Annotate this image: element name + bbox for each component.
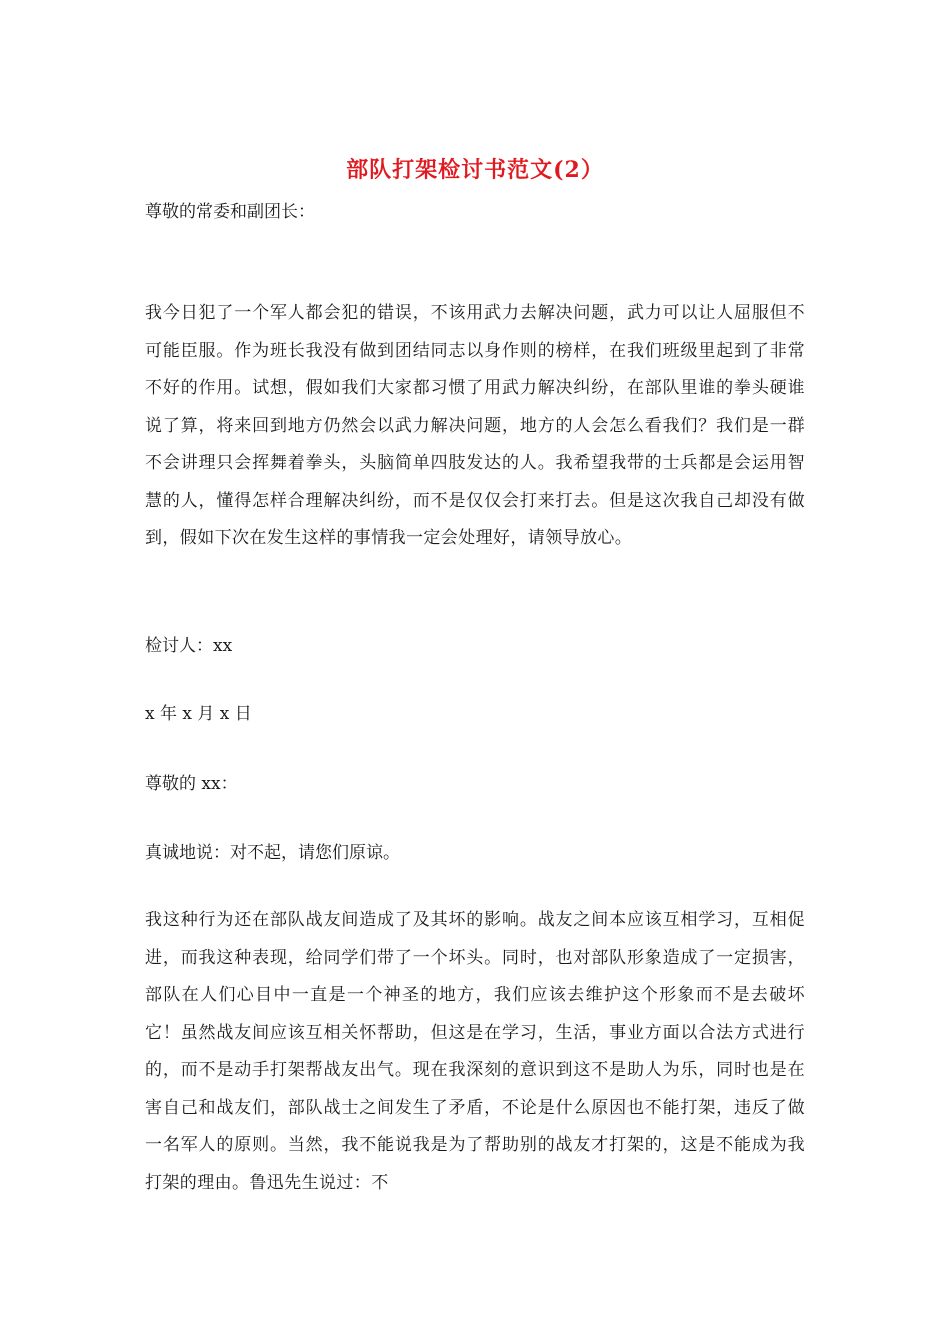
- paragraph-2: 我这种行为还在部队战友间造成了及其坏的影响。战友之间本应该互相学习，互相促进，而我这种表现，给同学们带了一个坏头。同时，也对部队形象造成了一定损害，部队在人们心目中一直是一个神圣的地方，我们应该去维护这个形象而不是去破坏它！虽然战友间应该互相关怀帮助，但这是在学习，生活，事业方面以合法方式进行的，而不是动手打架帮战友出气。现在我深刻的意识到这不是助人为乐，同时也是在害自己和战友们，部队战士之间发生了矛盾，不论是什么原因也不能打架，违反了做一名军人的原则。当然，我不能说我是为了帮助别的战友才打架的，这是不能成为我打架的理由。鲁迅先生说过：不: [145, 910, 805, 1193]
- salutation-1: 尊敬的常委和副团长：: [145, 202, 315, 222]
- salutation-2: 尊敬的 xx：: [145, 774, 238, 794]
- apology-line: 真诚地说：对不起，请您们原谅。: [145, 843, 400, 863]
- paragraph-1: 我今日犯了一个军人都会犯的错误，不该用武力去解决问题，武力可以让人屈服但不可能臣服。作为班长我没有做到团结同志以身作则的榜样，在我们班级里起到了非常不好的作用。试想，假如我们大家都习惯了用武力解决纠纷，在部队里谁的拳头硬谁说了算，将来回到地方仍然会以武力解决问题，地方的人会怎么看我们？我们是一群不会讲理只会挥舞着拳头，头脑简单四肢发达的人。我希望我带的士兵都是会运用智慧的人，懂得怎样合理解决纠纷，而不是仅仅会打来打去。但是这次我自己却没有做到，假如下次在发生这样的事情我一定会处理好，请领导放心。: [145, 303, 805, 548]
- signer-line: 检讨人：xx: [145, 636, 233, 656]
- document-title: 部队打架检讨书范文(2）: [346, 157, 604, 183]
- date-line: x 年 x 月 x 日: [145, 704, 252, 724]
